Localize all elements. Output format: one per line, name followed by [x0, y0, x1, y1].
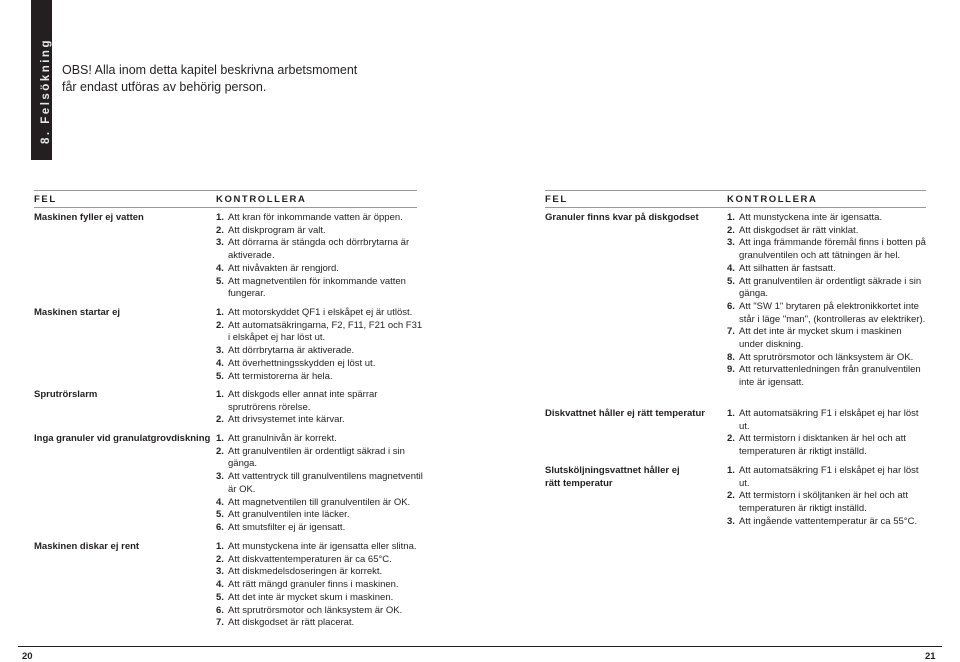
- check-item: 4. Att nivåvakten är rengjord.: [216, 262, 339, 274]
- header-fel: FEL: [545, 194, 568, 205]
- check-item: 1. Att granulnivån är korrekt.: [216, 433, 337, 444]
- right-troubleshooting-table: [545, 190, 926, 527]
- check-item: 8. Att sprutrörsmotor och länksystem är OK.: [727, 351, 914, 363]
- check-item: 3. Att dörrbrytarna är aktiverade.: [216, 345, 355, 357]
- check-item: 2. Att automatsäkringarna, F2, F11, F21 och F31 i elskåpet ej har löst ut.: [216, 319, 423, 344]
- check-item: 4. Att magnetventilen till granulventilen är OK.: [216, 496, 411, 508]
- fault-name: Granuler finns kvar på diskgodset: [545, 212, 699, 223]
- footer-rule: [18, 646, 942, 647]
- check-item: 7. Att det inte är mycket skum i maskinen under diskning.: [727, 326, 902, 351]
- check-item: 5. Att granulventilen inte läcker.: [216, 509, 350, 521]
- check-item: 5. Att granulventilen är ordentligt säkrade i sin gänga.: [727, 275, 922, 300]
- check-item: 2. Att drivsystemet inte kärvar.: [216, 414, 345, 426]
- check-list: [727, 408, 927, 459]
- page-number-right: 21: [925, 651, 936, 662]
- check-item: 2. Att diskvattentemperaturen är ca 65°C.: [216, 553, 392, 565]
- section-tab: [31, 0, 52, 160]
- header-kontrollera: KONTROLLERA: [727, 194, 818, 205]
- page-number-left: 20: [22, 651, 33, 662]
- check-item: 1. Att automatsäkring F1 i elskåpet ej har löst ut.: [727, 465, 919, 489]
- check-item: 4. Att silhatten är fastsatt.: [727, 262, 836, 274]
- check-item: 6. Att "SW 1" brytaren på elektronikkortet inte står i läge "man", (kontrolleras av elektriker).: [727, 300, 926, 325]
- check-list: [216, 212, 426, 301]
- table-header: [545, 190, 926, 208]
- check-list: [216, 541, 426, 630]
- check-item: 5. Att det inte är mycket skum i maskinen.: [216, 591, 394, 603]
- check-list: [727, 212, 927, 390]
- table-header: [34, 190, 417, 208]
- check-item: 6. Att smutsfilter ej är igensatt.: [216, 521, 346, 533]
- fault-name: Slutsköljningsvattnet håller ej rätt temperatur: [545, 465, 680, 489]
- header-kontrollera: KONTROLLERA: [216, 194, 307, 205]
- fault-name: Maskinen fyller ej vatten: [34, 212, 144, 223]
- check-item: 2. Att termistorn i disktanken är hel och att temperaturen är riktigt inställd.: [727, 433, 906, 458]
- fault-name: Maskinen diskar ej rent: [34, 541, 140, 552]
- check-item: 3. Att inga främmande föremål finns i botten på granulventilen och att tätningen är hel.: [727, 237, 926, 262]
- check-list: [216, 307, 426, 383]
- check-item: 3. Att ingående vattentemperatur är ca 55°C.: [727, 515, 918, 527]
- left-troubleshooting-table: [34, 190, 423, 629]
- check-item: 4. Att rätt mängd granuler finns i maskinen.: [216, 579, 399, 591]
- fault-name: Maskinen startar ej: [34, 307, 121, 318]
- check-item: 2. Att granulventilen är ordentligt säkrad i sin gänga.: [216, 445, 405, 470]
- check-item: 1. Att munstyckena inte är igensatta.: [727, 212, 883, 223]
- check-item: 2. Att diskgodset är rätt vinklat.: [727, 224, 859, 236]
- check-item: 6. Att sprutrörsmotor och länksystem är OK.: [216, 604, 403, 616]
- warning-line-2: får endast utföras av behörig person.: [62, 80, 267, 94]
- check-item: 9. Att returvattenledningen från granulventilen inte är igensatt.: [727, 364, 921, 389]
- warning-note: [62, 62, 357, 96]
- check-item: 3. Att diskmedelsdoseringen är korrekt.: [216, 566, 383, 578]
- warning-line-1: OBS! Alla inom detta kapitel beskrivna arbetsmoment: [62, 63, 358, 77]
- check-item: 3. Att dörrarna är stängda och dörrbrytarna är aktiverade.: [216, 237, 410, 262]
- check-list: [216, 389, 426, 427]
- fault-name: Diskvattnet håller ej rätt temperatur: [545, 408, 705, 419]
- check-item: 5. Att magnetventilen för inkommande vatten fungerar.: [216, 275, 406, 300]
- check-list: [216, 433, 426, 535]
- check-item: 1. Att kran för inkommande vatten är öppen.: [216, 212, 403, 223]
- section-tab-label: 8. Felsökning: [40, 38, 52, 144]
- check-item: 1. Att motorskyddet QF1 i elskåpet ej är utlöst.: [216, 307, 413, 318]
- check-item: 4. Att överhettningsskydden ej löst ut.: [216, 357, 376, 369]
- check-item: 7. Att diskgodset är rätt placerat.: [216, 617, 355, 629]
- check-item: 5. Att termistorerna är hela.: [216, 370, 333, 382]
- header-fel: FEL: [34, 194, 57, 205]
- check-item: 1. Att automatsäkring F1 i elskåpet ej har löst ut.: [727, 408, 919, 432]
- check-item: 1. Att diskgods eller annat inte spärrar sprutrörens rörelse.: [216, 389, 378, 413]
- check-item: 2. Att diskprogram är valt.: [216, 224, 326, 236]
- check-item: 2. Att termistorn i sköljtanken är hel och att temperaturen är riktigt inställd.: [727, 490, 908, 515]
- check-list: [727, 465, 927, 529]
- fault-name: Inga granuler vid granulatgrovdiskning: [34, 433, 211, 444]
- check-item: 1. Att munstyckena inte är igensatta eller slitna.: [216, 541, 417, 552]
- fault-name: Sprutrörslarm: [34, 389, 98, 400]
- check-item: 3. Att vattentryck till granulventilens magnetventil är OK.: [216, 471, 423, 495]
